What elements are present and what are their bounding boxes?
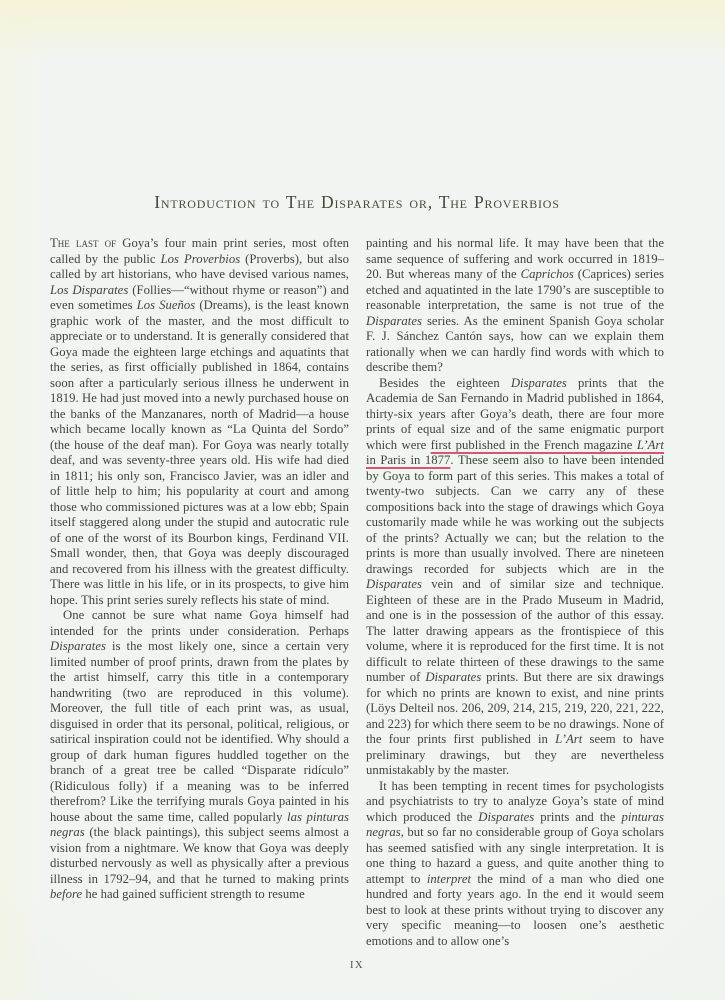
- red-pen-underline: in Paris in 1877: [366, 453, 451, 467]
- text-column-right: [366, 236, 664, 949]
- paragraph: Besides the eighteen Disparates prints that the Academia de San Fernando in Madrid published in 1864, thirty-six years after Goya’s death, there are four more prints of equal size and of the same enigmatic purport which were first published in the French magazine L’Art in Paris in 1877. These seem also to have been intended by Goya to form part of this series. This makes a total of twenty-two subjects. Can we carry any of these compositions back into the stage of drawings which Goya customarily made while he was working out the subjects of the prints? Actually we can; but the relation to the prints is more than usually involved. There are nineteen drawings recorded for subjects which are in the Disparates vein and of similar size and technique. Eighteen of these are in the Prado Museum in Madrid, and one is in the possession of the author of this essay. The latter drawing appears as the frontispiece of this volume, where it is reproduced for the first time. It is not difficult to relate thirteen of these drawings to the same number of Disparates prints. But there are six drawings for which no prints are known to exist, and nine prints (Löys Delteil nos. 206, 209, 214, 215, 219, 220, 221, 222, and 223) for which there seem to be no drawings. None of the four prints first published in L’Art seem to have preliminary drawings, but they are nevertheless unmistakably by the master.: [366, 375, 665, 777]
- red-pen-underline: first published in the French magazine: [430, 437, 637, 452]
- paragraph: The last of Goya’s four main print series, most often called by the public Los Proverbios (Proverbs), but also called by art historians, who have devised various names, Los Disparates (Follies—“without rhyme or reason”) and even sometimes Los Sueños (Dreams), is the least known graphic work of the master, and the most difficult to appreciate or to understand. It is generally considered that Goya made the eighteen large etchings and aquatints that the series, as first officially published in 1864, contains soon after a particularly serious illness he underwent in 1819. He had just moved into a newly purchased house on the banks of the Manzanares, north of Madrid—a house which became locally known as “La Quinta del Sordo” (the house of the deaf man). For Goya was nearly totally deaf, and was seventy-three years old. His wife had died in 1811; his only son, Francisco Javier, was an idler and of little help to him; his popularity at court and among those who commissioned pictures was at a low ebb; Spain itself staggered along under the stupid and autocratic rule of one of the worst of its Bourbon kings, Ferdinand VII. Small wonder, then, that Goya was deeply discouraged and recovered from his illness with the greatest difficulty. There was little in his life, or in its prospects, to give him hope. This print series surely reflects his state of mind.: [50, 236, 350, 607]
- red-pen-underline: L’Art: [636, 437, 664, 452]
- paragraph: It has been tempting in recent times for psychologists and psychiatrists to try to analyze Goya’s state of mind which produced the Disparates prints and the pinturas negras, but so far no considerable group of Goya scholars has seemed satisfied with any single interpretation. It is one thing to hazard a guess, and quite another thing to attempt to interpret the mind of a man who died one hundred and forty years ago. In the end it would seem best to look at these prints without trying to discover any very specific meaning—to loosen one’s aesthetic emotions and to allow one’s: [366, 778, 664, 948]
- paragraph: painting and his normal life. It may have been that the same sequence of suffering and work occurred in 1819–20. But whereas many of the Caprichos (Caprices) series etched and aquatinted in the late 1790’s are susceptible to reasonable interpretation, the same is not true of the Disparates series. As the eminent Spanish Goya scholar F. J. Sánchez Cantón says, how can we explain them rationally when we can hardly find words with which to describe them?: [366, 236, 664, 374]
- text-column-left: [50, 236, 349, 903]
- page-number: IX: [349, 960, 365, 971]
- paragraph: One cannot be sure what name Goya himself had intended for the prints under consideration. Perhaps Disparates is the most likely one, since a certain very limited number of proof prints, drawn from the plates by the artist himself, carry this title in a contemporary handwriting (two are reproduced in this volume). Moreover, the full title of each print was, as usual, disguised in order that its personal, political, religious, or satirical inspiration could not be identified. Why should a group of dark human figures huddled together on the branch of a great tree be called “Disparate ridículo” (Ridiculous folly) if a meaning was to be inferred therefrom? Like the terrifying murals Goya painted in his house about the same time, called popularly las pinturas negras (the black paintings), this subject seems almost a vision from a nightmare. We know that Goya was deeply disturbed nervously as well as physically after a previous illness in 1792–94, and that he turned to making prints before he had gained sufficient strength to resume: [50, 608, 350, 901]
- page-title: Introduction to The Disparates or, The Proverbios: [154, 192, 560, 212]
